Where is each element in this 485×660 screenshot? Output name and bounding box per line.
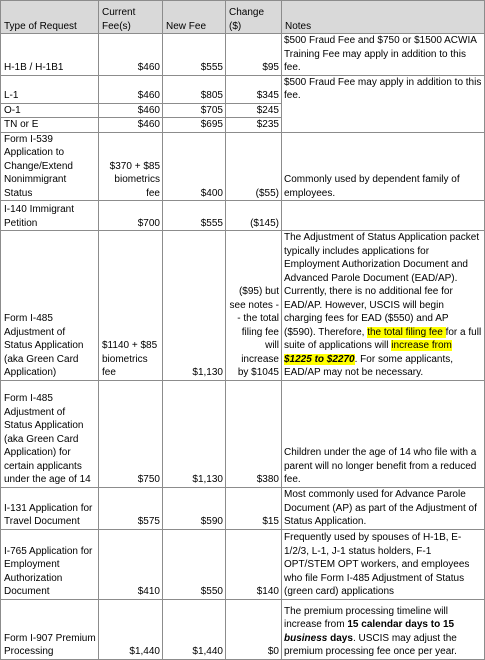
header-notes: Notes (282, 1, 485, 34)
request-type: I-131 Application for Travel Document (1, 487, 99, 529)
fee-change: $15 (226, 487, 282, 529)
request-type: Form I-485 Adjustment of Status Application (aka Green Card Application) (1, 231, 99, 381)
bold-text: 15 calendar days to 15 (347, 619, 455, 630)
table-row (1, 132, 485, 201)
notes: $500 Fraud Fee may apply in addition to this fee. (282, 75, 485, 132)
current-fee: $460 (99, 34, 163, 76)
current-fee: $460 (99, 75, 163, 103)
request-type: L-1 (1, 75, 99, 103)
notes-text: . For some applicants, EAD/AP may not be necessary. (284, 353, 453, 378)
table-row (1, 201, 485, 231)
request-type: TN or E (1, 118, 99, 133)
table-row (1, 380, 485, 487)
table-row (1, 75, 485, 103)
current-fee: $410 (99, 529, 163, 599)
new-fee: $590 (163, 487, 226, 529)
highlighted-text: increase from (391, 340, 452, 351)
current-fee: $750 (99, 380, 163, 487)
highlighted-text: the total filing fee (367, 326, 446, 338)
new-fee: $1,130 (163, 380, 226, 487)
notes-text: The premium processing timeline will increase from (284, 605, 448, 630)
fee-change: $95 (226, 34, 282, 76)
notes: Most commonly used for Advance Parole Document (AP) as part of the Adjustment of Status Application. (282, 487, 485, 529)
request-type: Form I-539 Application to Change/Extend Nonimmigrant Status (1, 132, 99, 201)
fee-change: ($145) (226, 201, 282, 231)
new-fee: $400 (163, 132, 226, 201)
current-fee: $370 + $85 biometrics fee (99, 132, 163, 201)
bold-italic-text: business (284, 632, 328, 644)
new-fee: $805 (163, 75, 226, 103)
notes-text: for a full suite of applications will (284, 326, 482, 351)
current-fee: $575 (99, 487, 163, 529)
request-type: Form I-485 Adjustment of Status Application (aka Green Card Application) for certain applicants under the age of 14 (1, 380, 99, 487)
request-type: O-1 (1, 103, 99, 118)
header-current-fee: Current Fee(s) (99, 1, 163, 34)
notes (282, 231, 485, 381)
fee-change: $0 (226, 599, 282, 659)
current-fee: $1,440 (99, 599, 163, 659)
fee-change: ($95) but see notes -- the total filing fee will increase by $1045 (226, 231, 282, 381)
notes-text: . USCIS may adjust the premium processing fee once per year. (284, 632, 457, 657)
table-row (1, 34, 485, 76)
fee-change: $245 (226, 103, 282, 118)
new-fee: $695 (163, 118, 226, 133)
fee-change: $140 (226, 529, 282, 599)
header-type: Type of Request (1, 1, 99, 34)
header-change: Change ($) (226, 1, 282, 34)
new-fee: $555 (163, 34, 226, 76)
notes (282, 599, 485, 659)
table-row (1, 231, 485, 381)
new-fee: $550 (163, 529, 226, 599)
current-fee: $460 (99, 118, 163, 133)
fee-change: $235 (226, 118, 282, 133)
bold-text: days (327, 632, 353, 644)
fee-change: $345 (226, 75, 282, 103)
table-row (1, 599, 485, 659)
current-fee: $1140 + $85 biometrics fee (99, 231, 163, 381)
current-fee: $460 (99, 103, 163, 118)
table-header-row (1, 1, 485, 34)
fee-change: ($55) (226, 132, 282, 201)
notes (282, 201, 485, 231)
request-type: H-1B / H-1B1 (1, 34, 99, 76)
highlighted-fee-range: $1225 to $2270 (284, 353, 355, 365)
notes-text: The Adjustment of Status Application packet typically includes applications for Employment Authorization Document and Advanced Parole Document (EAD/AP). Currently, there is no additional fee for EAD/AP. However, USCIS will begin charging fees for EAD ($550) and AP ($590). Therefore, (284, 232, 480, 338)
new-fee: $1,130 (163, 231, 226, 381)
notes: Frequently used by spouses of H-1B, E-1/2/3, L-1, J-1 status holders, F-1 OPT/STEM OPT workers, and employees who file Form I-485 Adjustment of Status (green card) applications (282, 529, 485, 599)
header-new-fee: New Fee (163, 1, 226, 34)
request-type: Form I-907 Premium Processing (1, 599, 99, 659)
current-fee: $700 (99, 201, 163, 231)
notes: Children under the age of 14 who file with a parent will no longer benefit from a reduced fee. (282, 380, 485, 487)
notes: $500 Fraud Fee and $750 or $1500 ACWIA Training Fee may apply in addition to this fee. (282, 34, 485, 76)
new-fee: $1,440 (163, 599, 226, 659)
new-fee: $555 (163, 201, 226, 231)
new-fee: $705 (163, 103, 226, 118)
table-row (1, 487, 485, 529)
notes: Commonly used by dependent family of employees. (282, 132, 485, 201)
request-type: I-140 Immigrant Petition (1, 201, 99, 231)
table-row (1, 529, 485, 599)
request-type: I-765 Application for Employment Authorization Document (1, 529, 99, 599)
fee-change: $380 (226, 380, 282, 487)
